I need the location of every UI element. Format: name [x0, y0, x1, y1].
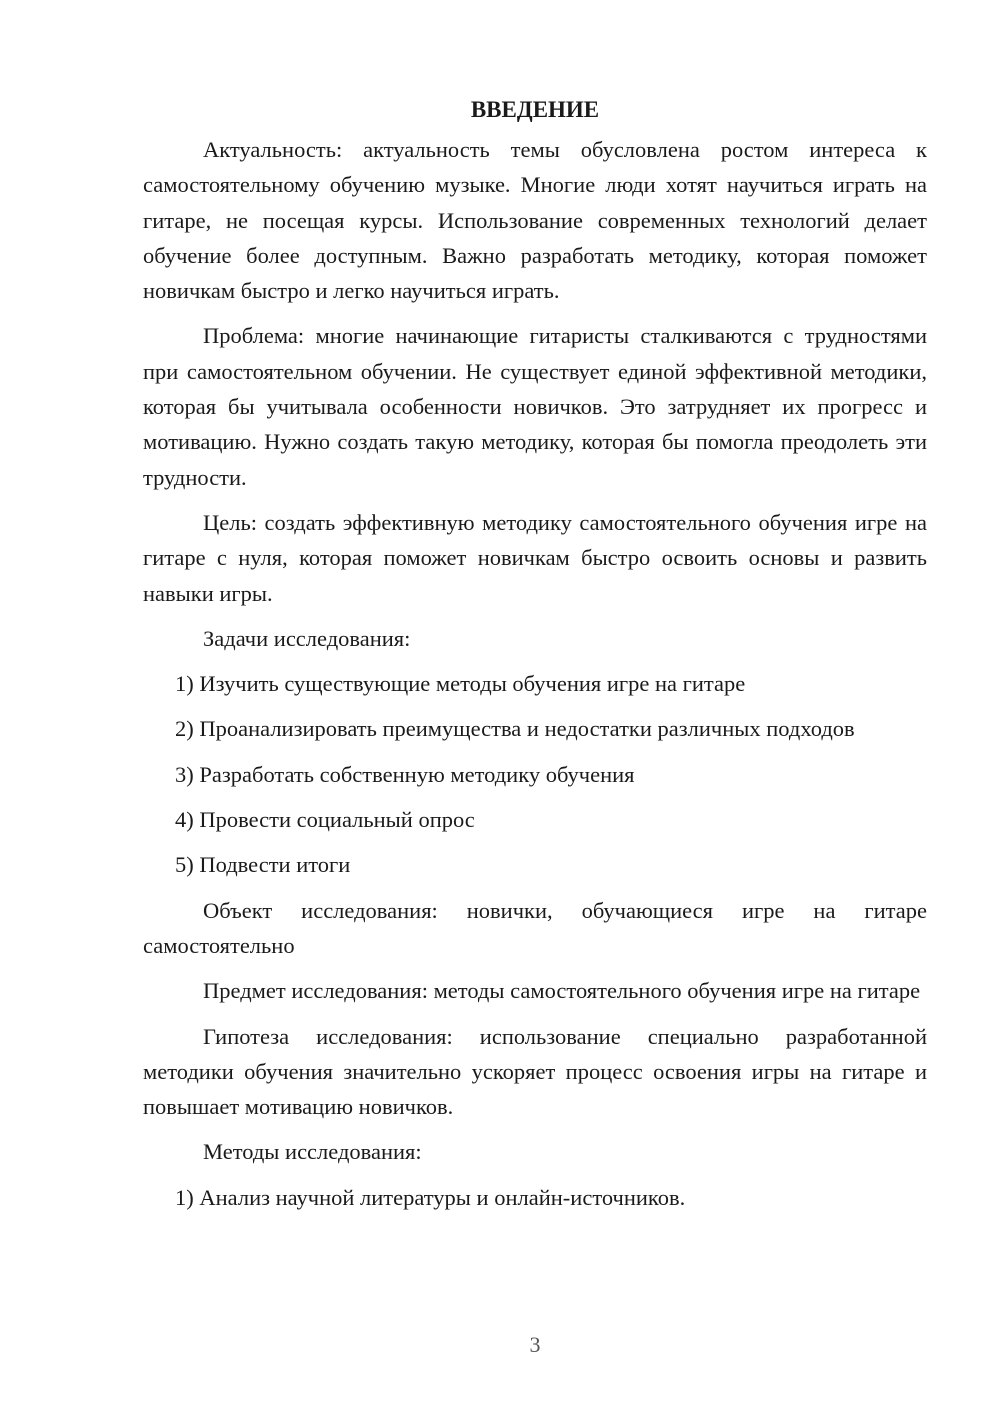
methods-heading: Методы исследования: — [203, 1139, 422, 1165]
page-number: 3 — [529, 1332, 541, 1357]
task-item-1: 1) Изучить существующие методы обучения игре на гитаре — [175, 671, 746, 697]
method-item-1: 1) Анализ научной литературы и онлайн-источников. — [175, 1184, 686, 1210]
subject-paragraph: Предмет исследования: методы самостоятельного обучения игре на гитаре — [203, 978, 921, 1004]
page-content — [143, 92, 927, 1225]
relevance-paragraph: Актуальность: актуальность темы обусловлена ростом интереса к самостоятельному обучению музыке. Многие люди хотят научиться играть на гитаре, не посещая курсы. Использование современных технологий делает обучение более доступным. Важно разработать методику, которая поможет новичкам быстро и легко научиться играть. — [143, 137, 927, 304]
object-paragraph: Объект исследования: новички, обучающиеся игре на гитаре самостоятельно — [143, 897, 927, 958]
section-title: ВВЕДЕНИЕ — [470, 97, 600, 122]
task-item-5: 5) Подвести итоги — [175, 852, 351, 878]
tasks-heading: Задачи исследования: — [203, 625, 411, 651]
hypothesis-paragraph: Гипотеза исследования: использование специально разработанной методики обучения значительно ускоряет процесс освоения игры на гитаре и повышает мотивацию новичков. — [143, 1023, 927, 1120]
task-item-4: 4) Провести социальный опрос — [175, 807, 475, 833]
goal-paragraph: Цель: создать эффективную методику самостоятельного обучения игре на гитаре с нуля, которая поможет новичкам быстро освоить основы и развить навыки игры. — [143, 509, 927, 606]
problem-paragraph: Проблема: многие начинающие гитаристы сталкиваются с трудностями при самостоятельном обучении. Не существует единой эффективной методики, которая бы учитывала особенности новичков. Это затрудняет их прогресс и мотивацию. Нужно создать такую методику, которая бы помогла преодолеть эти трудности. — [143, 323, 927, 490]
task-item-2: 2) Проанализировать преимущества и недостатки различных подходов — [175, 716, 855, 742]
task-item-3: 3) Разработать собственную методику обучения — [175, 761, 635, 787]
